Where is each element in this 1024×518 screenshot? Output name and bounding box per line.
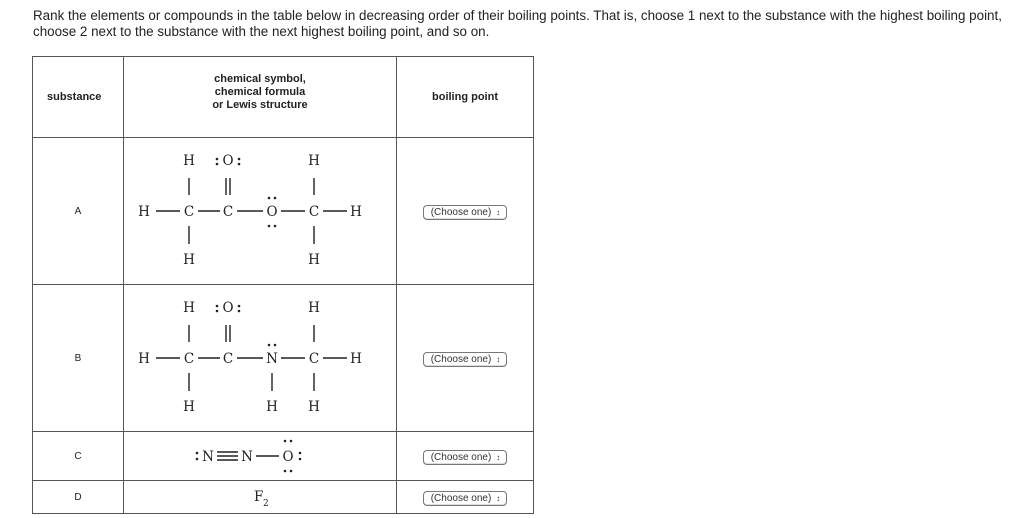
svg-text:C: C xyxy=(183,351,195,367)
svg-text:N: N xyxy=(241,449,253,465)
row-label-d: D xyxy=(33,481,124,514)
svg-text:H: H xyxy=(308,300,320,316)
svg-text:H: H xyxy=(308,153,320,169)
svg-text:2: 2 xyxy=(263,499,269,509)
boiling-point-cell-d xyxy=(397,481,534,514)
row-label-a: A xyxy=(33,138,124,285)
svg-text:N: N xyxy=(266,351,278,367)
svg-text:H: H xyxy=(183,300,195,316)
svg-text:H: H xyxy=(138,204,150,220)
updown-arrows-icon: ↕ xyxy=(496,453,501,462)
svg-text:H: H xyxy=(308,252,320,268)
boiling-point-cell-b xyxy=(397,285,534,432)
svg-text:H: H xyxy=(308,399,320,415)
svg-text:O: O xyxy=(282,449,294,465)
svg-text:H: H xyxy=(183,399,195,415)
svg-text:C: C xyxy=(308,204,320,220)
header-boiling-point: boiling point xyxy=(397,57,534,138)
updown-arrows-icon: ↕ xyxy=(496,208,501,217)
rank-select-a[interactable]: (Choose one) ↕ xyxy=(423,205,508,220)
svg-text:C: C xyxy=(222,351,234,367)
svg-text:H: H xyxy=(183,153,195,169)
lewis-structure-b xyxy=(124,285,397,432)
updown-arrows-icon: ↕ xyxy=(496,494,501,503)
svg-text:N: N xyxy=(202,449,214,465)
substance-table xyxy=(32,56,534,514)
svg-text:H: H xyxy=(350,351,362,367)
table-row xyxy=(33,432,534,481)
header-structure-line3: or Lewis structure xyxy=(212,98,308,111)
svg-text:O: O xyxy=(222,153,234,169)
row-label-b: B xyxy=(33,285,124,432)
header-structure xyxy=(124,57,397,138)
boiling-point-cell-c xyxy=(397,432,534,481)
rank-select-b[interactable]: (Choose one) ↕ xyxy=(423,352,508,367)
table-header-row xyxy=(33,57,534,138)
header-substance: substance xyxy=(33,57,124,138)
lewis-structure-a xyxy=(124,138,397,285)
svg-text:H: H xyxy=(266,399,278,415)
instructions-text: Rank the elements or compounds in the table below in decreasing order of their boiling points. That is, choose 1 next to the substance with the highest boiling point, choose 2 next to the substance with the next highest boiling point, and so on. xyxy=(33,8,1002,39)
boiling-point-cell-a xyxy=(397,138,534,285)
header-structure-line1: chemical symbol, xyxy=(214,72,306,85)
svg-text:H: H xyxy=(350,204,362,220)
svg-text:H: H xyxy=(138,351,150,367)
table-row xyxy=(33,138,534,285)
rank-select-c[interactable]: (Choose one) ↕ xyxy=(423,450,508,465)
rank-select-d[interactable]: (Choose one) ↕ xyxy=(423,491,508,506)
header-structure-line2: chemical formula xyxy=(214,85,306,98)
table-row xyxy=(33,285,534,432)
svg-text:C: C xyxy=(308,351,320,367)
chemical-formula-d xyxy=(124,481,397,514)
svg-text:C: C xyxy=(222,204,234,220)
svg-text:F: F xyxy=(254,489,264,505)
svg-text:C: C xyxy=(183,204,195,220)
updown-arrows-icon: ↕ xyxy=(496,355,501,364)
row-label-c: C xyxy=(33,432,124,481)
svg-text:H: H xyxy=(183,252,195,268)
table-row xyxy=(33,481,534,514)
lewis-structure-c xyxy=(124,432,397,481)
svg-text:O: O xyxy=(222,300,234,316)
svg-text:O: O xyxy=(266,204,278,220)
